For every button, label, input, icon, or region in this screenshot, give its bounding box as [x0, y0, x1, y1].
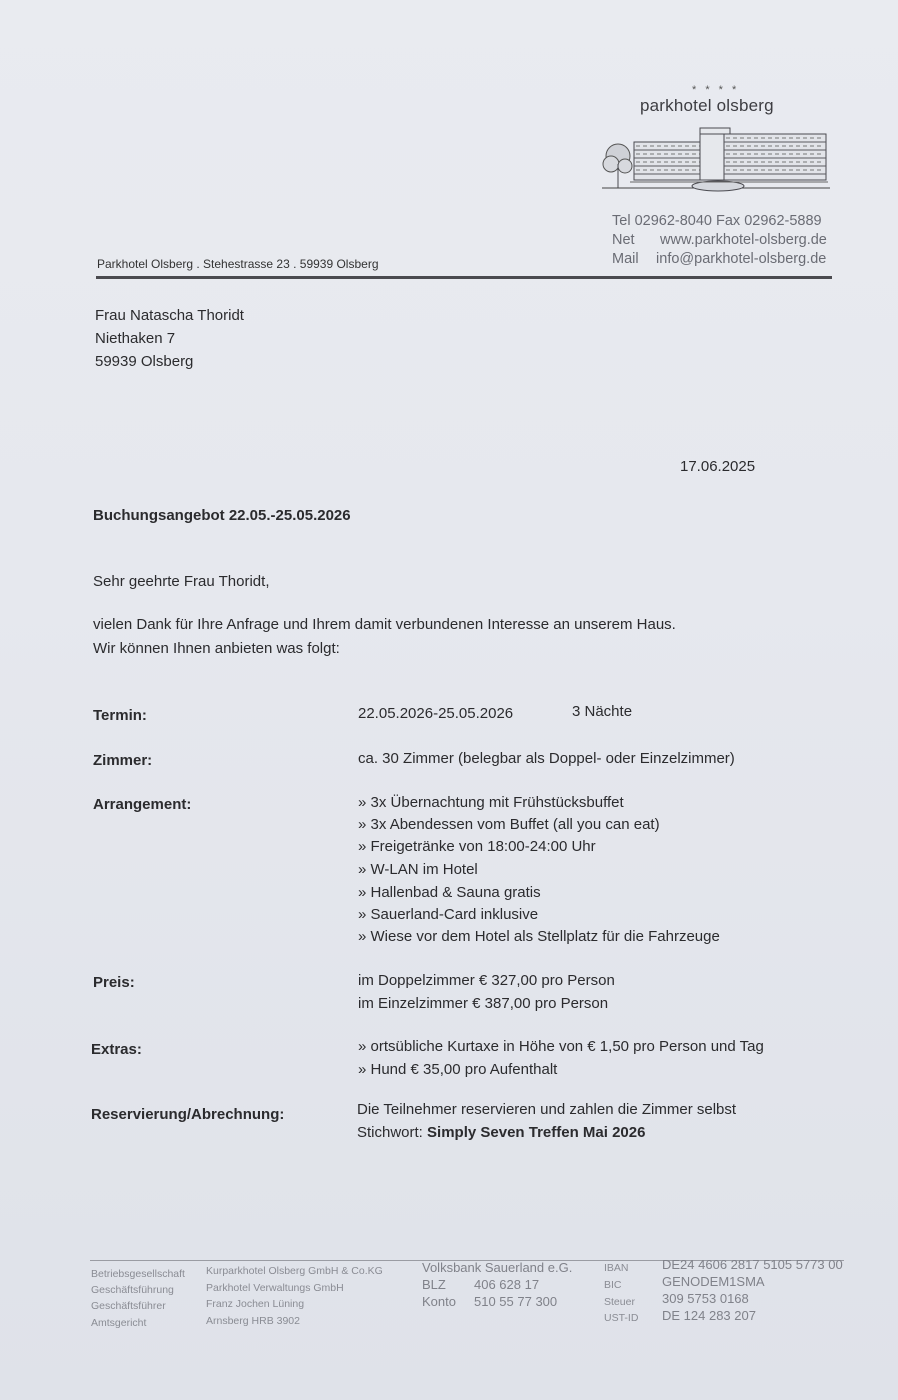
arrangement-label: Arrangement:: [93, 796, 192, 813]
arrangement-item: » 3x Abendessen vom Buffet (all you can eat): [358, 816, 660, 833]
arrangement-item: » Sauerland-Card inklusive: [358, 906, 539, 923]
footer-id-label: Steuer: [604, 1296, 635, 1308]
footer-company-value: Kurparkhotel Olsberg GmbH & Co.KG: [206, 1265, 383, 1277]
recipient-street: Niethaken 7: [95, 330, 176, 347]
stichwort-prefix: Stichwort:: [357, 1124, 428, 1141]
header-divider: [96, 276, 832, 279]
intro-line-2: Wir können Ihnen anbieten was folgt:: [93, 640, 340, 657]
preis-label: Preis:: [93, 974, 135, 991]
contact-mail-value[interactable]: info@parkhotel-olsberg.de: [656, 251, 827, 267]
arrangement-item: » Wiese vor dem Hotel als Stellplatz für die Fahrzeuge: [358, 928, 720, 945]
reservierung-label: Reservierung/Abrechnung:: [91, 1106, 285, 1123]
footer-konto-value: 510 55 77 300: [474, 1294, 558, 1309]
stichwort-line: [357, 1124, 645, 1141]
footer-id-label: BIC: [604, 1279, 622, 1291]
contact-mail-label: Mail: [612, 251, 639, 267]
footer-company-label: Geschäftsführung: [91, 1284, 174, 1296]
zimmer-value: ca. 30 Zimmer (belegbar als Doppel- oder Einzelzimmer): [358, 750, 735, 767]
footer-bic: GENODEM1SMA: [662, 1274, 765, 1289]
arrangement-item: » 3x Übernachtung mit Frühstücksbuffet: [358, 794, 624, 811]
reservierung-line: Die Teilnehmer reservieren und zahlen die Zimmer selbst: [357, 1101, 737, 1118]
footer-company-value: Arnsberg HRB 3902: [206, 1315, 300, 1327]
recipient-city: 59939 Olsberg: [95, 353, 194, 370]
footer-blz-value: 406 628 17: [474, 1277, 540, 1292]
footer-blz-label: BLZ: [422, 1277, 446, 1292]
hotel-brand-name: parkhotel olsberg: [640, 96, 774, 115]
footer-steuer: 309 5753 0168: [662, 1291, 749, 1306]
footer-id-label: UST-ID: [604, 1312, 639, 1324]
stichwort-keyword: Simply Seven Treffen Mai 2026: [427, 1124, 646, 1141]
hotel-building-icon: [600, 120, 832, 196]
footer-iban: DE24 4606 2817 5105 5773 00: [662, 1257, 843, 1272]
contact-phone-label: Tel: [612, 213, 631, 229]
contact-phone-value: 02962-8040 Fax 02962-5889: [634, 213, 822, 229]
sender-line: Parkhotel Olsberg . Stehestrasse 23 . 59939 Olsberg: [97, 257, 379, 271]
zimmer-label: Zimmer:: [93, 752, 153, 769]
footer-company-value: Parkhotel Verwaltungs GmbH: [206, 1282, 344, 1294]
termin-nights: 3 Nächte: [572, 703, 633, 720]
footer-konto-label: Konto: [422, 1294, 456, 1309]
termin-value: 22.05.2026-25.05.2026: [358, 705, 514, 722]
arrangement-item: » Freigetränke von 18:00-24:00 Uhr: [358, 838, 596, 855]
extras-label: Extras:: [91, 1041, 142, 1058]
extras-item: » Hund € 35,00 pro Aufenthalt: [358, 1061, 558, 1078]
footer-blz: [422, 1277, 539, 1292]
footer-company-label: Geschäftsführer: [91, 1300, 166, 1312]
rating-stars: * * * *: [692, 84, 740, 96]
arrangement-item: » Hallenbad & Sauna gratis: [358, 884, 541, 901]
footer-id-label: IBAN: [604, 1262, 629, 1274]
letter-date: 17.06.2025: [680, 458, 756, 475]
footer-bank-name: Volksbank Sauerland e.G.: [422, 1260, 573, 1275]
preis-einzelzimmer: im Einzelzimmer € 387,00 pro Person: [358, 995, 609, 1012]
footer-company-label: Amtsgericht: [91, 1317, 147, 1329]
termin-label: Termin:: [93, 707, 147, 724]
contact-mail: [612, 251, 826, 267]
recipient-name: Frau Natascha Thoridt: [95, 307, 244, 324]
footer-company-value: Franz Jochen Lüning: [206, 1298, 305, 1310]
contact-phone: [612, 213, 822, 229]
letter-subject: Buchungsangebot 22.05.-25.05.2026: [93, 507, 351, 524]
contact-web-value[interactable]: www.parkhotel-olsberg.de: [660, 232, 827, 248]
preis-doppelzimmer: im Doppelzimmer € 327,00 pro Person: [358, 972, 615, 989]
extras-item: » ortsübliche Kurtaxe in Höhe von € 1,50 pro Person und Tag: [358, 1038, 764, 1055]
footer-konto: [422, 1294, 557, 1309]
intro-line-1: vielen Dank für Ihre Anfrage und Ihrem damit verbundenen Interesse an unserem Haus.: [93, 616, 676, 633]
footer-company-label: Betriebsgesellschaft: [91, 1268, 185, 1280]
arrangement-item: » W-LAN im Hotel: [358, 861, 478, 878]
contact-web-label: Net: [612, 232, 635, 248]
contact-web: [612, 232, 827, 248]
salutation: Sehr geehrte Frau Thoridt,: [93, 573, 270, 590]
footer-ust-id: DE 124 283 207: [662, 1308, 756, 1323]
